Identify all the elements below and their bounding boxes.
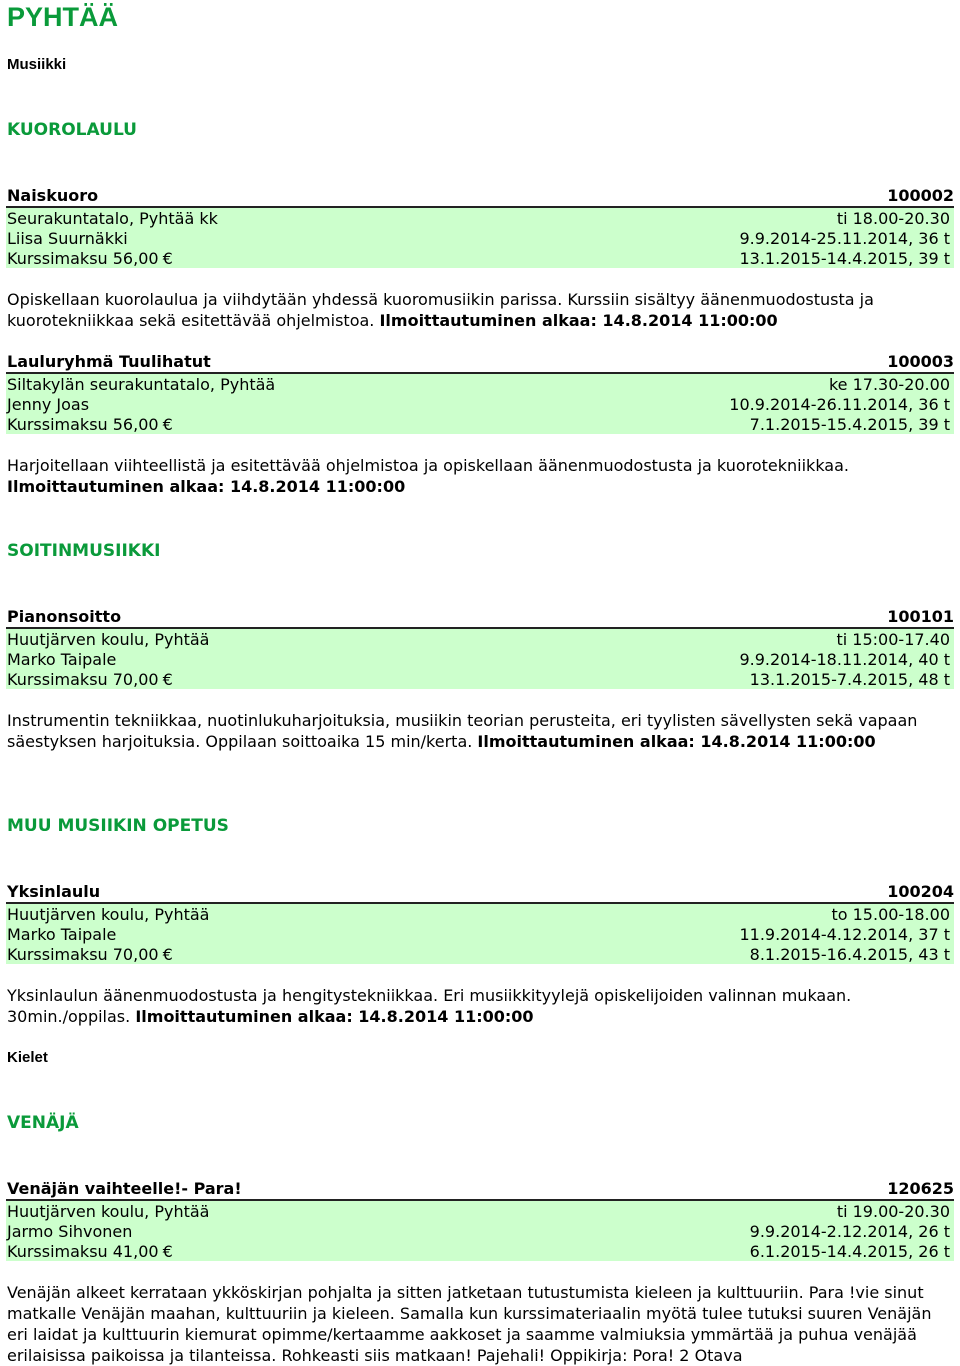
course-time: ke 17.30-20.00 xyxy=(828,375,950,394)
course-header xyxy=(6,352,954,374)
course-period1: 11.9.2014-4.12.2014, 37 t xyxy=(739,925,950,944)
course-code: 100204 xyxy=(887,882,954,901)
course-period1: 9.9.2014-25.11.2014, 36 t xyxy=(739,229,950,248)
course-time: ti 19.00-20.30 xyxy=(836,1202,950,1221)
course-block xyxy=(0,352,960,434)
course-header xyxy=(6,882,954,904)
course-teacher: Marko Taipale xyxy=(7,650,117,669)
course-code: 100003 xyxy=(887,352,954,371)
course-period2: 6.1.2015-14.4.2015, 26 t xyxy=(749,1242,950,1261)
course-header xyxy=(6,607,954,629)
course-time: ti 15:00-17.40 xyxy=(836,630,950,649)
course-description: Opiskellaan kuorolaulua ja viihdytään yhdessä kuoromusiikin parissa. Kurssiin sisältyy äänenmuodostusta ja kuorotekniikkaa sekä esitettävää ohjelmistoa. Ilmoittautuminen alkaa: 14.8.2014 11:00:00 xyxy=(7,290,874,330)
course-description: Harjoitellaan viihteellistä ja esitettävää ohjelmistoa ja opiskellaan äänenmuodostusta ja kuorotekniikkaa. Ilmoittautuminen alkaa: 14.8.2014 11:00:00 xyxy=(7,456,849,496)
section-venaja: VENÄJÄ xyxy=(7,1113,79,1133)
euro-icon: € xyxy=(162,249,173,268)
course-name: Venäjän vaihteelle!- Para! xyxy=(7,1179,242,1198)
registration-info: Ilmoittautuminen alkaa: 14.8.2014 11:00:00 xyxy=(7,477,406,496)
course-period2: 13.1.2015-7.4.2015, 48 t xyxy=(749,670,950,689)
course-fee: Kurssimaksu 41,00 xyxy=(7,1242,159,1261)
course-period1: 10.9.2014-26.11.2014, 36 t xyxy=(729,395,950,414)
euro-icon: € xyxy=(162,415,173,434)
section-soitinmusiikki: SOITINMUSIIKKI xyxy=(7,541,161,561)
course-fee: Kurssimaksu 56,00 xyxy=(7,415,159,434)
course-place: Huutjärven koulu, Pyhtää xyxy=(7,630,210,649)
course-code: 100002 xyxy=(887,186,954,205)
registration-info: Ilmoittautuminen alkaa: 14.8.2014 11:00:00 xyxy=(379,311,778,330)
course-teacher: Liisa Suurnäkki xyxy=(7,229,128,248)
course-block xyxy=(0,186,960,268)
registration-info: Ilmoittautuminen alkaa: 14.8.2014 11:00:00 xyxy=(135,1007,534,1026)
course-description: Venäjän alkeet kerrataan ykköskirjan pohjalta ja sitten jatketaan tutustumista kieleen ja kulttuuriin. Para !vie sinut matkalle Venäjän maahan, kulttuuriin ja kieleen. Samalla kun kurssimateriaalin myötä tulee tutuksi suuren Venäjän eri laidat ja kulttuurin kiemurat opimme/kertaamme aakkoset ja saamme valmiuksia ymmärtää ja puhua venäjää erilaisissa paikoissa ja tilanteissa. Rohkeasti siis matkaan! Pajehali! Oppikirja: Pora! 2 Otava xyxy=(7,1283,932,1365)
page-title: PYHTÄÄ xyxy=(7,2,119,32)
course-period2: 13.1.2015-14.4.2015, 39 t xyxy=(739,249,950,268)
course-code: 100101 xyxy=(887,607,954,626)
course-info-box xyxy=(6,208,954,268)
course-fee: Kurssimaksu 56,00 xyxy=(7,249,159,268)
course-name: Yksinlaulu xyxy=(7,882,101,901)
course-fee: Kurssimaksu 70,00 xyxy=(7,670,159,689)
course-place: Seurakuntatalo, Pyhtää kk xyxy=(7,209,218,228)
course-description: Instrumentin tekniikkaa, nuotinlukuharjoituksia, musiikin teorian perusteita, eri tyylisten sävellysten sekä vapaan säestyksen harjoituksia. Oppilaan soittoaika 15 min/kerta. Ilmoittautuminen alkaa: 14.8.2014 11:00:00 xyxy=(7,711,918,751)
course-time: ti 18.00-20.30 xyxy=(836,209,950,228)
course-info-box xyxy=(6,1201,954,1261)
course-name: Pianonsoitto xyxy=(7,607,122,626)
course-block xyxy=(0,882,960,964)
category-musiikki: Musiikki xyxy=(7,56,67,73)
course-time: to 15.00-18.00 xyxy=(831,905,950,924)
course-info-box xyxy=(6,904,954,964)
course-teacher: Jarmo Sihvonen xyxy=(7,1222,133,1241)
course-info-box xyxy=(6,374,954,434)
course-name: Lauluryhmä Tuulihatut xyxy=(7,352,211,371)
course-header xyxy=(6,186,954,208)
euro-icon: € xyxy=(162,670,173,689)
course-period1: 9.9.2014-18.11.2014, 40 t xyxy=(739,650,950,669)
course-period2: 8.1.2015-16.4.2015, 43 t xyxy=(749,945,950,964)
course-code: 120625 xyxy=(887,1179,954,1198)
course-place: Siltakylän seurakuntatalo, Pyhtää xyxy=(7,375,276,394)
section-kuorolaulu: KUOROLAULU xyxy=(7,120,137,140)
course-teacher: Jenny Joas xyxy=(7,395,90,414)
registration-info: Ilmoittautuminen alkaa: 14.8.2014 11:00:00 xyxy=(477,732,876,751)
course-fee: Kurssimaksu 70,00 xyxy=(7,945,159,964)
course-period2: 7.1.2015-15.4.2015, 39 t xyxy=(749,415,950,434)
course-name: Naiskuoro xyxy=(7,186,99,205)
course-place: Huutjärven koulu, Pyhtää xyxy=(7,905,210,924)
course-place: Huutjärven koulu, Pyhtää xyxy=(7,1202,210,1221)
course-period1: 9.9.2014-2.12.2014, 26 t xyxy=(749,1222,950,1241)
category-kielet: Kielet xyxy=(7,1049,48,1066)
course-info-box xyxy=(6,629,954,689)
course-teacher: Marko Taipale xyxy=(7,925,117,944)
course-block xyxy=(0,607,960,689)
course-description: Yksinlaulun äänenmuodostusta ja hengitystekniikkaa. Eri musiikkityylejä opiskelijoiden valinnan mukaan. 30min./oppilas. Ilmoittautuminen alkaa: 14.8.2014 11:00:00 xyxy=(7,986,852,1026)
euro-icon: € xyxy=(162,1242,173,1261)
section-muu-musiikin-opetus: MUU MUSIIKIN OPETUS xyxy=(7,816,229,836)
euro-icon: € xyxy=(162,945,173,964)
course-block xyxy=(0,1179,960,1261)
course-header xyxy=(6,1179,954,1201)
